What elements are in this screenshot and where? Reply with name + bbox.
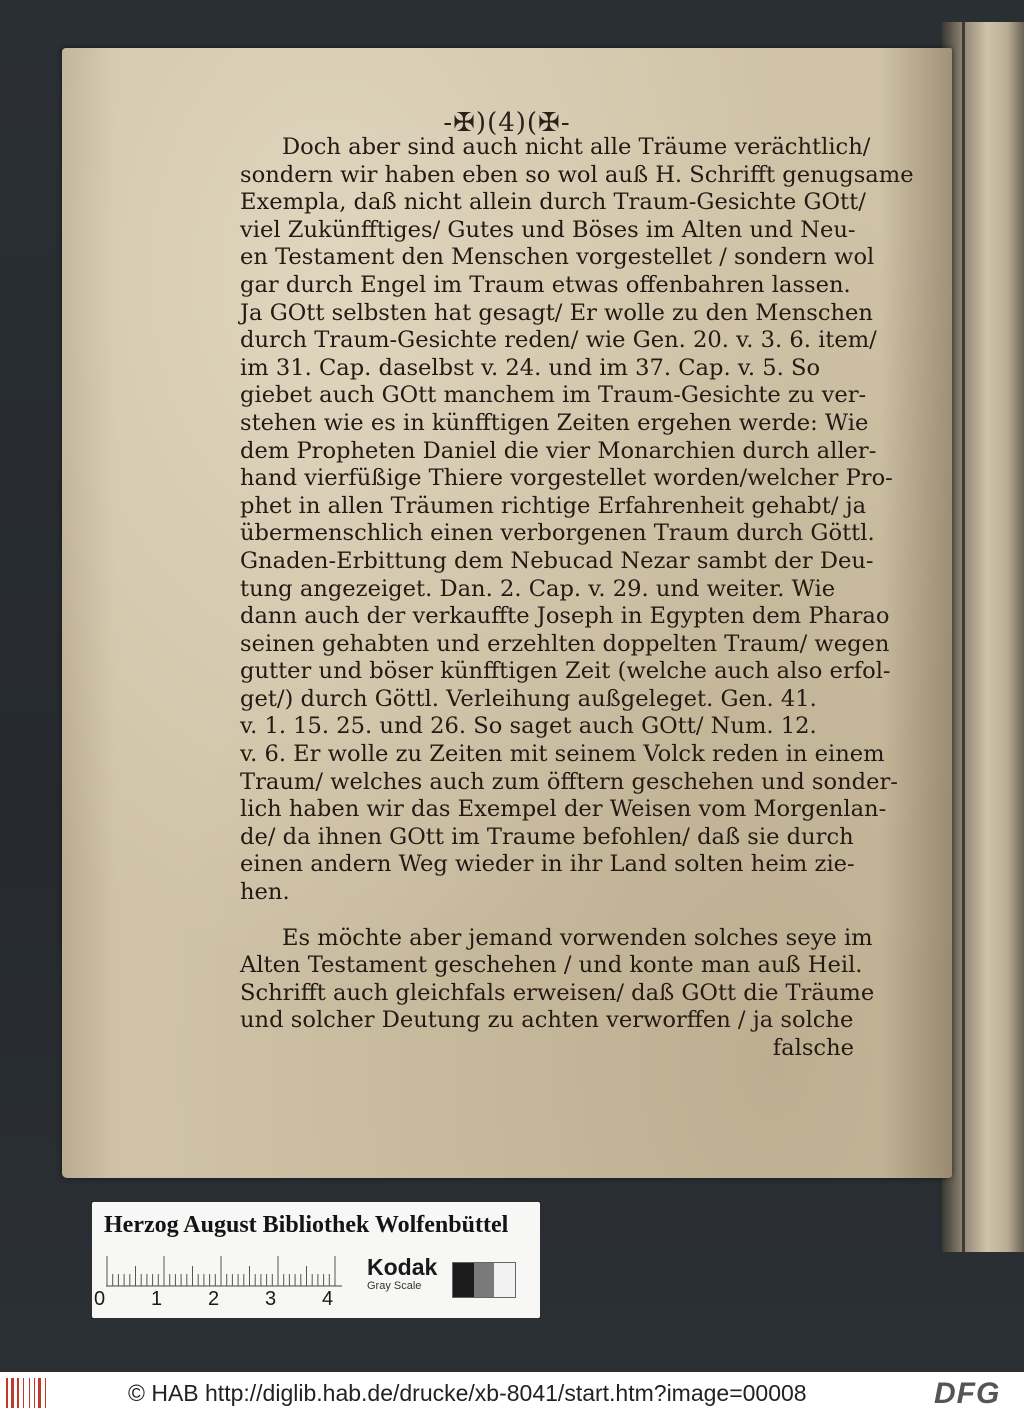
swatch-mid [474, 1263, 495, 1297]
book-page [62, 48, 952, 1178]
barcode-icon [6, 1378, 50, 1408]
text-line: seinen gehabten und erzehlten doppelten Traum/ wegen [240, 630, 890, 657]
text-line: durch Traum-Gesichte reden/ wie Gen. 20. v. 3. 6. item/ [240, 327, 877, 354]
catchword: falsche [772, 1035, 854, 1061]
text-line: gar durch Engel im Traum etwas offenbahren lassen. [240, 271, 851, 298]
gray-swatches [452, 1262, 516, 1298]
text-line: sondern wir haben eben so wol auß H. Schrifft genugsame [240, 161, 914, 188]
text-line: hand vierfüßige Thiere vorgestellet worden/welcher Pro- [240, 465, 893, 492]
text-line: dann auch der verkauffte Joseph in Egypten dem Pharao [240, 603, 890, 630]
text-line: tung angezeiget. Dan. 2. Cap. v. 29. und weiter. Wie [240, 575, 836, 602]
kodak-brand: Kodak [367, 1254, 438, 1280]
text-line: viel Zukünfftiges/ Gutes und Böses im Alten und Neu- [240, 216, 856, 243]
ruler-number: 0 [94, 1288, 106, 1310]
swatch-dark [453, 1263, 474, 1297]
ruler-number: 4 [322, 1288, 334, 1310]
text-line: phet in allen Träumen richtige Erfahrenheit gehabt/ ja [240, 492, 867, 519]
swatch-light [494, 1263, 515, 1297]
text-line: im 31. Cap. daselbst v. 24. und im 37. Cap. v. 5. So [240, 354, 821, 381]
text-line: einen andern Weg wieder in ihr Land solten heim zie- [240, 851, 855, 878]
gray-scale-label: Gray Scale [367, 1280, 422, 1292]
text-line: lich haben wir das Exempel der Weisen vom Morgenlan- [240, 796, 887, 823]
text-line: Traum/ welches auch zum öfftern geschehen und sonder- [240, 768, 898, 795]
copyright-url[interactable]: © HAB http://diglib.hab.de/drucke/xb-8041/start.htm?image=00008 [128, 1380, 807, 1406]
text-line: v. 1. 15. 25. und 26. So saget auch GOtt/ Num. 12. [240, 713, 817, 740]
text-line: giebet auch GOtt manchem im Traum-Gesichte zu ver- [240, 382, 867, 409]
ruler-number: 1 [151, 1288, 163, 1310]
facing-page-edge [942, 22, 1024, 1252]
dfg-logo: DFG [934, 1377, 1001, 1410]
text-line: übermenschlich einen verborgenen Traum durch Göttl. [240, 520, 875, 547]
text-line: stehen wie es in künfftigen Zeiten ergehen werde: Wie [240, 409, 869, 436]
page-number-header: -✠)(4)(✠- [443, 108, 571, 138]
text-line: Gnaden-Erbittung dem Nebucad Nezar sambt der Deu- [240, 547, 874, 574]
text-line: Ja GOtt selbsten hat gesagt/ Er wolle zu den Menschen [240, 299, 873, 326]
text-line: de/ da ihnen GOtt im Traume befohlen/ daß sie durch [240, 823, 854, 850]
page-body-text [240, 134, 914, 1063]
footer-bar [0, 1372, 1024, 1414]
text-line: en Testament den Menschen vorgestellet / sondern wol [240, 244, 875, 271]
scale-ruler-icon [106, 1252, 346, 1292]
text-line: und solcher Deutung zu achten verworffen / ja solche [240, 1007, 854, 1034]
text-line: dem Propheten Daniel die vier Monarchien durch aller- [240, 437, 877, 464]
text-line: Doch aber sind auch nicht alle Träume verächtlich/ [282, 134, 871, 160]
ruler-number: 2 [208, 1288, 220, 1310]
text-line: Exempla, daß nicht allein durch Traum-Gesichte GOtt/ [240, 189, 866, 216]
text-line: Schrifft auch gleichfals erweisen/ daß GOtt die Träume [240, 979, 875, 1006]
gutter-shadow [962, 22, 965, 1252]
text-line: gutter und böser künfftigen Zeit (welche auch also erfol- [240, 658, 891, 685]
color-reference-card [92, 1202, 540, 1318]
text-line: hen. [240, 879, 290, 906]
text-line: get/) durch Göttl. Verleihung außgeleget. Gen. 41. [240, 685, 817, 712]
ruler-number: 3 [265, 1288, 277, 1310]
text-line: Es möchte aber jemand vorwenden solches seye im [282, 924, 873, 951]
library-name: Herzog August Bibliothek Wolfenbüttel [104, 1212, 509, 1238]
text-line: v. 6. Er wolle zu Zeiten mit seinem Volck reden in einem [240, 741, 885, 768]
text-line: Alten Testament geschehen / und konte man auß Heil. [240, 952, 863, 979]
